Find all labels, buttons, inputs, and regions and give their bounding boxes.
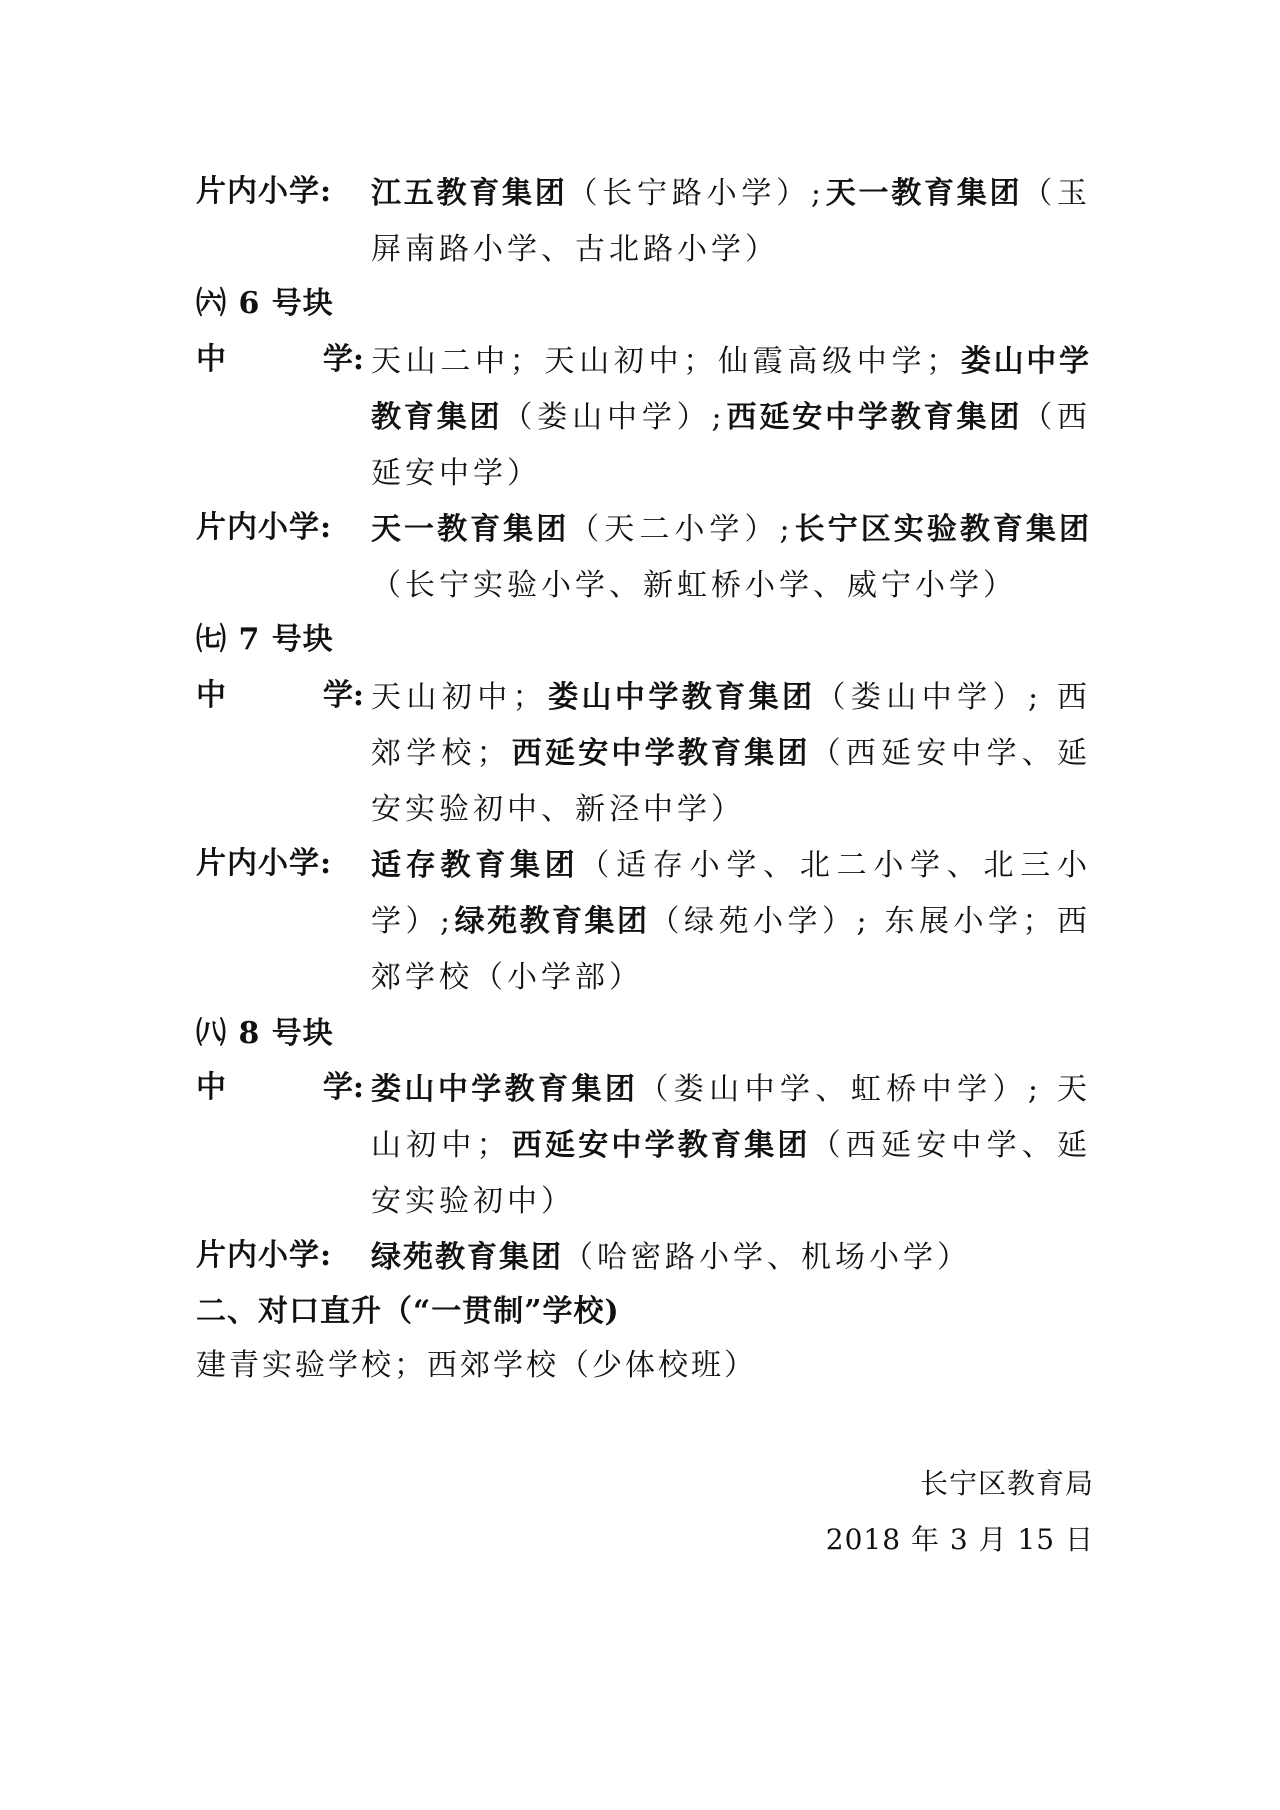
school-group: 绿苑教育集团 [371, 1240, 563, 1275]
primary-label: 片内小学: [196, 510, 333, 545]
school-list: （娄山中学）; 西郊学校； [371, 680, 1092, 771]
school-list: 天山初中； [371, 680, 547, 715]
middle-school-list [371, 670, 1091, 838]
primary-school-list [371, 838, 1091, 1006]
primary-label: 片内小学: [196, 174, 333, 209]
school-group: 西延安中学教育集团 [510, 736, 811, 771]
school-list: （娄山中学、虹桥中学）; 天山初中； [371, 1072, 1091, 1163]
school-group: 娄山中学教育集团 [546, 680, 816, 715]
primary-label: 片内小学: [196, 1238, 333, 1273]
school-list: （娄山中学）; [502, 400, 726, 435]
middle-label-b: 学: [322, 1070, 364, 1105]
school-group: 天一教育集团 [824, 176, 1023, 211]
school-list: 天山二中；天山初中；仙霞高级中学； [371, 344, 961, 379]
school-group: 绿苑教育集团 [454, 904, 650, 939]
school-list: （西延安中学、延安实验初中、新泾中学） [371, 736, 1092, 827]
middle-label [196, 1062, 364, 1106]
primary-school-list [371, 1230, 1091, 1286]
middle-label [196, 670, 364, 714]
school-group: 西延安中学教育集团 [725, 400, 1023, 435]
primary-school-list [371, 502, 1091, 614]
issue-date: 2018 年 3 月 15 日 [825, 1523, 1094, 1556]
school-list: （哈密路小学、机场小学） [563, 1240, 971, 1275]
school-list: （西延安中学、延安实验初中） [371, 1128, 1092, 1219]
part2-text: 建青实验学校；西郊学校（少体校班） [196, 1348, 757, 1383]
school-list: （玉屏南路小学、古北路小学） [371, 176, 1092, 267]
middle-label-a: 中 [196, 1070, 226, 1105]
primary-label: 片内小学: [196, 846, 333, 881]
school-group: 江五教育集团 [371, 176, 568, 211]
issuer: 长宁区教育局 [919, 1467, 1094, 1500]
school-group: 天一教育集团 [371, 512, 570, 547]
middle-label [196, 334, 364, 378]
middle-school-list [371, 334, 1091, 502]
block8-heading: ㈧ 8 号块 [196, 1016, 334, 1051]
school-group: 适存教育集团 [371, 848, 580, 883]
block6-heading: ㈥ 6 号块 [196, 286, 334, 321]
block7-heading: ㈦ 7 号块 [196, 622, 334, 657]
school-list: （西延安中学） [371, 400, 1092, 491]
middle-label-b: 学: [322, 678, 364, 713]
middle-label-a: 中 [196, 342, 226, 377]
school-list: （绿苑小学）; 东展小学；西郊学校（小学部） [371, 904, 1092, 995]
middle-label-a: 中 [196, 678, 226, 713]
primary-school-list [371, 166, 1091, 278]
middle-label-b: 学: [322, 342, 364, 377]
school-group: 长宁区实验教育集团 [793, 512, 1092, 547]
school-group: 娄山中学教育集团 [371, 344, 1092, 435]
school-list: （天二小学）; [569, 512, 794, 547]
school-group: 西延安中学教育集团 [510, 1128, 811, 1163]
school-group: 娄山中学教育集团 [371, 1072, 639, 1107]
part2-heading: 二、对口直升（“一贯制”学校) [196, 1294, 620, 1329]
middle-school-list [371, 1062, 1091, 1230]
school-list: （适存小学、北二小学、北三小学）; [371, 848, 1092, 939]
school-list: （长宁路小学）; [567, 176, 825, 211]
school-list: （长宁实验小学、新虹桥小学、威宁小学） [371, 568, 1017, 603]
